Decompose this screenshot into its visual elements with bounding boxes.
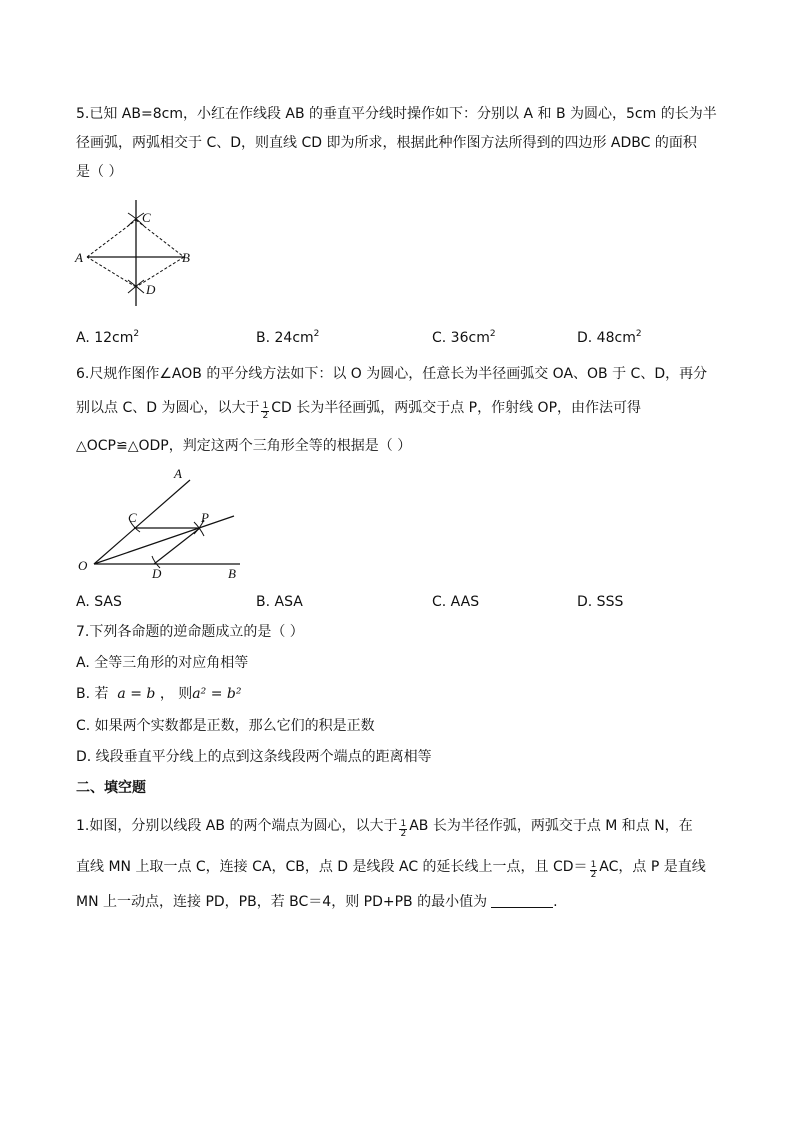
q5-label-b: B	[182, 250, 190, 265]
q5-option-a: A. $12cm^2$	[76, 329, 140, 346]
q5-option-b: B. $24cm^2$	[256, 329, 320, 346]
q6-ray-oa	[94, 480, 190, 564]
q5-side-bd	[136, 257, 184, 287]
f1-line-1: 1.如图，分别以线段 AB 的两个端点为圆心，以大于 $\frac{1}{2}$ AB 长为半径作弧，两弧交于点 M 和点 N，在	[76, 818, 693, 839]
q7-option-c: C. 如果两个实数都是正数，那么它们的积是正数	[76, 718, 375, 734]
q6-label-a: A	[174, 466, 182, 481]
q6-figure	[74, 464, 246, 584]
fraction-one-half: $\frac{1}{2}$	[400, 819, 407, 839]
q7-option-a: A. 全等三角形的对应角相等	[76, 655, 249, 671]
q7-option-b: B. 若 a = b ， 则a² = b²	[76, 686, 242, 702]
q6-option-d: D. SSS	[577, 594, 624, 610]
q6-option-a: A. SAS	[76, 594, 122, 610]
fraction-one-half: $\frac{1}{2}$	[590, 860, 597, 880]
f1-line-3: MN 上一动点，连接 PD，PB，若 BC＝4，则 PD+PB 的最小值为 .	[76, 894, 558, 910]
q6-line-2: 别以点 C、D 为圆心，以大于 $\frac{1}{2}$ CD 长为半径画弧，两弧交于点 P，作射线 OP，由作法可得	[76, 400, 642, 421]
q6-option-b: B. ASA	[256, 594, 303, 610]
q5-label-d: D	[146, 282, 156, 297]
q5-label-c: C	[142, 210, 151, 225]
q5-line-1: 5.已知 AB=8cm，小红在作线段 AB 的垂直平分线时操作如下：分别以 A 和 B 为圆心，5cm 的长为半	[76, 106, 717, 122]
q6-segment-dp	[154, 528, 200, 564]
section-title-fill-in: 二、填空题	[76, 780, 146, 796]
q5-side-da	[87, 257, 136, 287]
fraction-one-half: $\frac{1}{2}$	[262, 401, 269, 421]
q5-line-3: 是（ ）	[76, 164, 123, 180]
q6-label-c: C	[128, 510, 137, 525]
q5-figure	[72, 196, 202, 312]
q6-line-1: 6.尺规作图作∠AOB 的平分线方法如下：以 O 为圆心，任意长为半径画弧交 OA、OB 于 C、D，再分	[76, 366, 708, 382]
q7-stem: 7.下列各命题的逆命题成立的是（ ）	[76, 624, 304, 640]
q6-label-o: O	[78, 558, 88, 573]
q6-label-d: D	[152, 566, 162, 581]
q7-option-d: D. 线段垂直平分线上的点到这条线段两个端点的距离相等	[76, 749, 432, 765]
q5-line-2: 径画弧，两弧相交于 C、D，则直线 CD 即为所求，根据此种作图方法所得到的四边形 ADBC 的面积	[76, 135, 697, 151]
answer-blank[interactable]	[491, 893, 553, 908]
q6-option-c: C. AAS	[432, 594, 480, 610]
q5-label-a: A	[75, 250, 83, 265]
q5-option-c: C. $36cm^2$	[432, 329, 496, 346]
q6-line-3: △OCP≌△ODP，判定这两个三角形全等的根据是（ ）	[76, 438, 412, 454]
q6-label-b: B	[228, 566, 236, 581]
q5-option-d: D. $48cm^2$	[577, 329, 642, 346]
f1-line-2: 直线 MN 上取一点 C，连接 CA，CB，点 D 是线段 AC 的延长线上一点，且 CD＝ $\frac{1}{2}$ AC，点 P 是直线	[76, 859, 706, 880]
q6-label-p: P	[201, 510, 209, 525]
